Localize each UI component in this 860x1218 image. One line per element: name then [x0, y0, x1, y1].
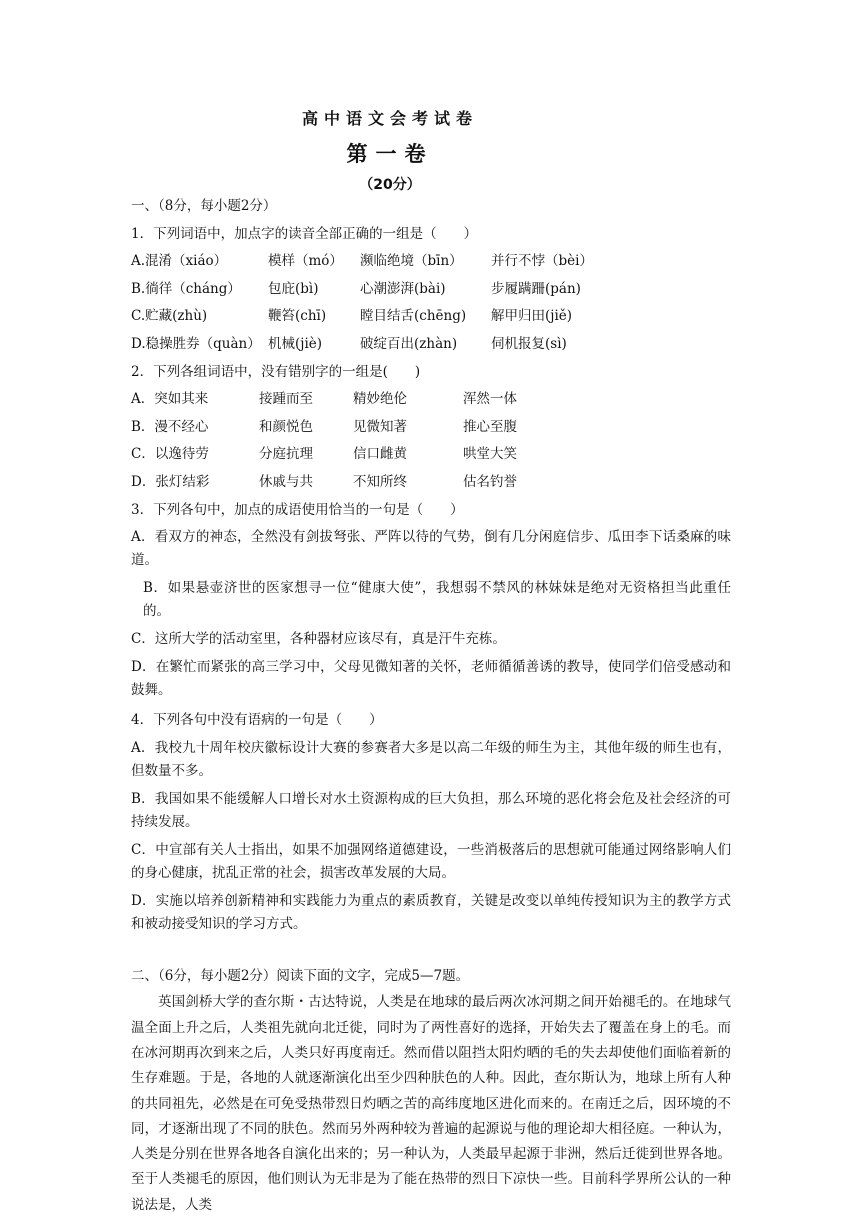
volume-title: 第一卷 — [346, 142, 434, 166]
exam-content — [131, 193, 731, 1218]
q1-b-1: B.徜徉（cháng） — [131, 280, 241, 297]
q2-d-1: D．张灯结彩 — [131, 473, 210, 490]
q2-b-4: 推心至腹 — [463, 418, 517, 435]
q4-option-a: A．我校九十周年校庆徽标设计大赛的参赛者大多是以高二年级的师生为主，其他年级的师生也有，但数量不多。 — [131, 739, 731, 779]
q1-option-a — [131, 248, 731, 276]
section2-heading: 二、（6分，每小题2分）阅读下面的文字，完成5—7题。 — [131, 967, 470, 984]
q2-option-b — [131, 414, 731, 442]
q2-d-4: 估名钓誉 — [463, 473, 517, 490]
q2-b-1: B．漫不经心 — [131, 418, 209, 435]
q2-a-1: A．突如其来 — [131, 391, 209, 408]
exam-title: 高中语文会考试卷 — [301, 109, 478, 128]
q1-b-4: 步履蹒跚(pán) — [491, 280, 581, 297]
q1-d-4: 伺机报复(sì) — [491, 335, 567, 352]
q4-stem: 4．下列各句中没有语病的一句是（ ） — [131, 712, 383, 729]
q3-option-d: D．在繁忙而紧张的高三学习中，父母见微知著的关怀，老师循循善诱的教导，使同学们倍受感动和鼓舞。 — [131, 659, 731, 699]
section1-heading: 一、（8分，每小题2分） — [131, 198, 277, 214]
q2-option-d — [131, 469, 731, 497]
q1-c-4: 解甲归田(jiě) — [491, 308, 573, 325]
q2-c-3: 信口雌黄 — [353, 446, 407, 463]
q3-stem: 3．下列各句中，加点的成语使用恰当的一句是（ ） — [131, 501, 464, 518]
q1-d-1: D.稳操胜券（quàn） — [131, 335, 261, 352]
q4-option-b: B．我国如果不能缓解人口增长对水土资源构成的巨大负担，那么环境的恶化将会危及社会经济的可持续发展。 — [131, 790, 731, 830]
q2-b-2: 和颜悦色 — [259, 418, 313, 435]
q2-c-4: 哄堂大笑 — [463, 446, 517, 463]
q1-d-2: 机械(jiè) — [268, 335, 323, 352]
q3-option-a: A．看双方的神态，全然没有剑拔弩张、严阵以待的气势，倒有几分闲庭信步、瓜田李下话桑麻的味道。 — [131, 529, 731, 569]
q3-option-b: B．如果悬壶济世的医家想寻一位“健康大使”，我想弱不禁风的林妹妹是绝对无资格担当此重任的。 — [143, 580, 731, 620]
q2-option-a — [131, 386, 731, 414]
q4-option-c: C．中宣部有关人士指出，如果不加强网络道德建设，一些消极落后的思想就可能通过网络影响人们的身心健康，扰乱正常的社会，损害改革发展的大局。 — [131, 841, 731, 881]
q2-a-2: 接踵而至 — [259, 391, 313, 408]
q1-option-d — [131, 331, 731, 359]
q1-d-3: 破绽百出(zhàn) — [360, 335, 458, 352]
q2-c-2: 分庭抗理 — [259, 446, 313, 463]
section-gap — [131, 941, 731, 963]
q1-c-3: 瞠目结舌(chēng) — [360, 308, 467, 325]
q2-d-2: 休戚与共 — [259, 473, 313, 490]
q2-a-3: 精妙绝伦 — [353, 391, 407, 408]
q2-d-3: 不知所终 — [353, 473, 407, 490]
q1-a-3: 濒临绝境（bīn） — [360, 253, 463, 270]
q1-b-3: 心潮澎湃(bài) — [360, 280, 446, 297]
q2-option-c — [131, 441, 731, 469]
q1-b-2: 包庇(bì) — [268, 280, 319, 297]
q1-a-1: A.混淆（xiáo） — [131, 253, 228, 270]
q1-a-2: 模样（mó） — [268, 253, 343, 270]
q1-a-4: 并行不悖（bèi） — [491, 253, 593, 270]
q4-option-d: D．实施以培养创新精神和实践能力为重点的素质教育，关键是改变以单纯传授知识为主的教学方式和被动接受知识的学习方式。 — [131, 892, 731, 932]
q2-a-4: 浑然一体 — [463, 391, 517, 408]
q1-c-1: C.贮藏(zhù) — [131, 308, 208, 325]
q3-option-c: C．这所大学的活动室里，各种器材应该尽有，真是汗牛充栋。 — [131, 631, 506, 648]
q2-stem: 2．下列各组词语中，没有错别字的一组是( ) — [131, 363, 421, 380]
q2-c-1: C．以逸待劳 — [131, 446, 209, 463]
q1-c-2: 鞭笞(chī) — [268, 308, 327, 325]
q2-b-3: 见微知著 — [353, 418, 407, 435]
q1-option-c — [131, 303, 731, 331]
volume-score: （20分） — [359, 177, 421, 193]
reading-passage: 英国剑桥大学的查尔斯・古达特说，人类是在地球的最后两次冰河期之间开始褪毛的。在地球气温全面上升之后，人类祖先就向北迁徙，同时为了两性喜好的选择，开始失去了覆盖在身上的毛。而在冰河期再次到来之后，人类只好再度南迁。然而借以阻挡太阳灼晒的毛的失去却使他们面临着新的生存难题。于是，各地的人就逐渐演化出至少四种肤色的人种。因此，查尔斯认为，地球上所有人种的共同祖先，必然是在可免受热带烈日灼晒之苦的高纬度地区进化而来的。在南迁之后，因环境的不同，才逐渐出现了不同的肤色。然而另外两种较为普遍的起源说与他的理论却大相径庭。一种认为，人类是分别在世界各地各自演化出来的；另一种认为，人类最早起源于非洲，然后迁徙到世界各地。至于人类褪毛的原因，他们则认为无非是为了能在热带的烈日下凉快一些。目前科学界所公认的一种说法是，人类 — [131, 994, 731, 1213]
q1-stem: 1．下列词语中，加点字的读音全部正确的一组是（ ） — [131, 225, 478, 242]
q1-option-b — [131, 276, 731, 304]
